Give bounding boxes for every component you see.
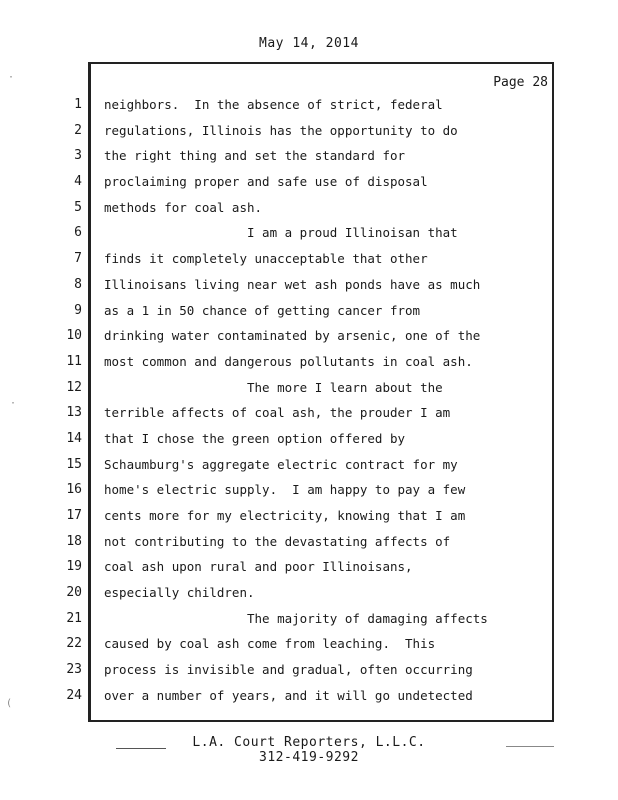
line-number: 17 [66, 508, 82, 523]
line-number: 4 [74, 174, 82, 190]
line-number: 22 [66, 636, 82, 652]
line-number: 5 [74, 199, 82, 215]
transcript-line: drinking water contaminated by arsenic, one of the [104, 328, 481, 344]
transcript-line: proclaiming proper and safe use of disposal [104, 174, 428, 190]
line-number: 23 [66, 662, 82, 678]
reporter-company: L.A. Court Reporters, L.L.C. [192, 735, 426, 750]
line-number: 16 [66, 482, 82, 498]
transcript-date: May 14, 2014 [259, 36, 359, 51]
line-number: 9 [74, 302, 82, 318]
line-number: 13 [66, 405, 82, 421]
line-number: 21 [66, 610, 82, 626]
line-number: 10 [66, 328, 82, 344]
transcript-line: the right thing and set the standard for [104, 148, 406, 164]
transcript-line: terrible affects of coal ash, the prouder I am [104, 405, 451, 421]
transcript-line: I am a proud Illinoisan that [104, 225, 458, 241]
line-number: 2 [74, 122, 82, 138]
line-number: 14 [66, 430, 82, 446]
transcript-line: cents more for my electricity, knowing that I am [104, 508, 466, 523]
line-number: 12 [66, 379, 82, 395]
transcript-body [104, 92, 544, 709]
line-number: 6 [74, 225, 82, 241]
line-number: 7 [74, 251, 82, 267]
transcript-line: as a 1 in 50 chance of getting cancer from [104, 302, 421, 318]
transcript-line: methods for coal ash. [104, 199, 263, 215]
transcript-line: most common and dangerous pollutants in coal ash. [104, 353, 473, 369]
scan-speck: · [10, 398, 17, 409]
transcript-line: coal ash upon rural and poor Illinoisans, [104, 559, 413, 575]
transcript-line: that I chose the green option offered by [104, 430, 406, 446]
line-number: 8 [74, 276, 82, 292]
line-number-column [60, 92, 82, 709]
line-number: 19 [66, 559, 82, 575]
page-number: Page 28 [493, 75, 548, 90]
transcript-line: process is invisible and gradual, often occurring [104, 662, 473, 678]
transcript-line: Schaumburg's aggregate electric contract for my [104, 456, 458, 472]
transcript-line: regulations, Illinois has the opportunity to do [104, 122, 458, 138]
line-number: 11 [66, 353, 82, 369]
line-number: 20 [66, 585, 82, 601]
transcript-line: The more I learn about the [104, 379, 443, 395]
scan-speck: ( [6, 698, 13, 709]
transcript-line: The majority of damaging affects [104, 610, 488, 626]
transcript-line: home's electric supply. I am happy to pay a few [104, 482, 466, 498]
line-number: 18 [66, 533, 82, 549]
transcript-line: not contributing to the devastating affects of [104, 533, 451, 549]
transcript-line: over a number of years, and it will go undetected [104, 687, 473, 703]
transcript-line: neighbors. In the absence of strict, federal [104, 97, 443, 112]
transcript-line: finds it completely unacceptable that other [104, 251, 428, 267]
reporter-phone: 312-419-9292 [259, 750, 359, 765]
transcript-line: Illinoisans living near wet ash ponds have as much [104, 276, 481, 292]
footer [0, 735, 618, 765]
line-number: 15 [66, 456, 82, 472]
transcript-line: especially children. [104, 585, 255, 601]
transcript-line: caused by coal ash come from leaching. This [104, 636, 436, 652]
line-number: 1 [74, 97, 82, 112]
line-number: 3 [74, 148, 82, 164]
line-number: 24 [66, 687, 82, 703]
scan-speck: · [8, 72, 15, 83]
